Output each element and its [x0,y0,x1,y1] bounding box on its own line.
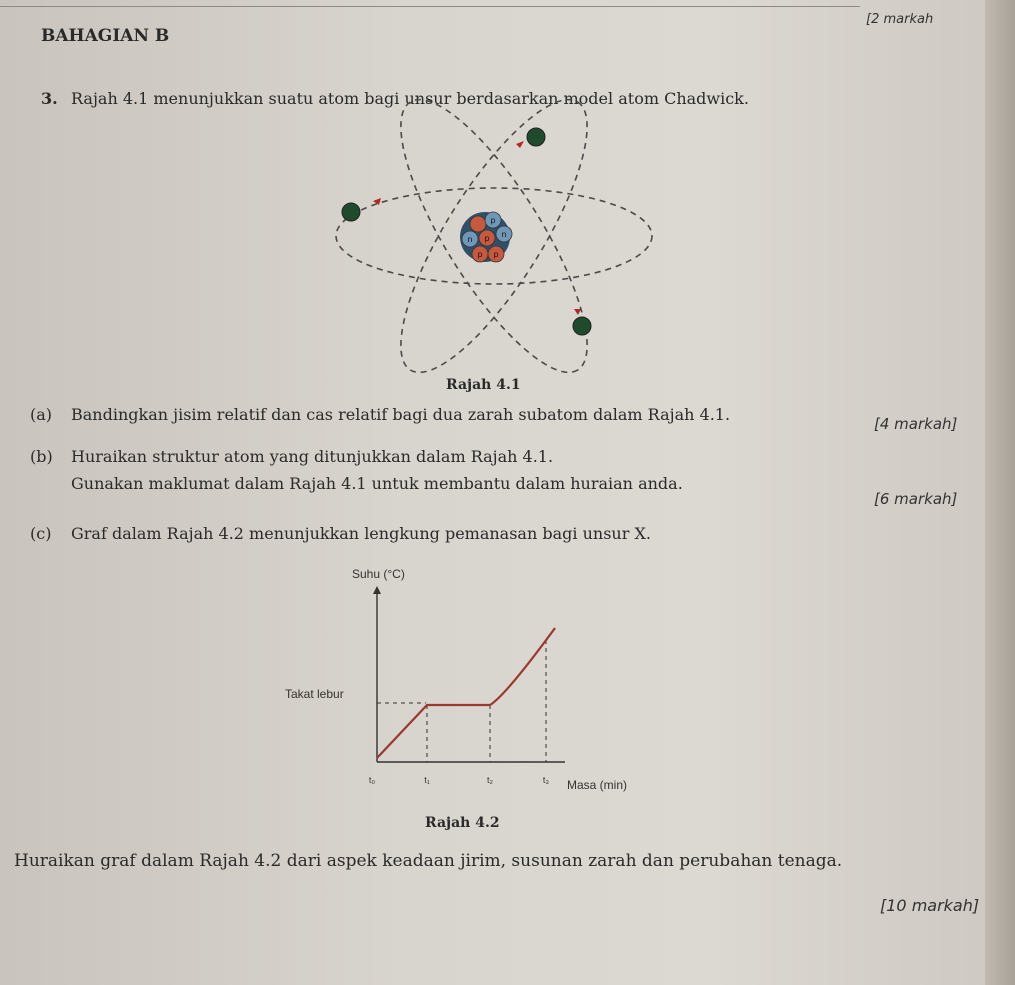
part-b-line1: Huraikan struktur atom yang ditunjukkan dalam Rajah 4.1. [71,447,554,466]
figure1-caption: Rajah 4.1 [446,377,521,393]
part-a-label: (a) [30,405,53,424]
y-axis-arrow [373,586,381,594]
nucleon-label: n [467,235,473,244]
nucleon-label: p [490,216,496,225]
nucleon-label: n [501,230,507,239]
part-b-line2: Gunakan maklumat dalam Rajah 4.1 untuk membantu dalam huraian anda. [71,474,683,493]
nucleon-label: p [484,234,490,243]
part-a-text: Bandingkan jisim relatif dan cas relatif bagi dua zarah subatom dalam Rajah 4.1. [71,405,731,424]
figure2-caption: Rajah 4.2 [425,815,500,831]
x-tick-label: t₀ [368,775,376,785]
final-question: Huraikan graf dalam Rajah 4.2 dari aspek keadaan jirim, susunan zarah dan perubahan tenaga. [14,851,843,871]
nucleon-label: p [493,250,499,259]
y-axis-label: Suhu (°C) [352,567,405,581]
final-marks: [10 markah] [880,896,980,915]
nucleon-label: p [477,250,483,259]
y-tick-label: Takat lebur [285,687,344,701]
question-intro: Rajah 4.1 menunjukkan suatu atom bagi unsur berdasarkan model atom Chadwick. [71,89,749,108]
x-axis-label: Masa (min) [567,778,628,792]
x-tick-label: t₁ [424,775,430,785]
part-c-label: (c) [30,524,52,543]
part-a-marks: [4 markah] [874,415,958,433]
heating-curve-line [377,628,555,758]
part-b-marks: [6 markah] [874,490,958,508]
part-c-text: Graf dalam Rajah 4.2 menunjukkan lengkung pemanasan bagi unsur X. [71,524,651,543]
part-b-label: (b) [30,447,53,466]
x-tick-label: t₃ [542,775,550,785]
section-title: BAHAGIAN B [41,26,170,46]
question-number: 3. [41,89,58,108]
x-tick-label: t₂ [487,775,493,785]
marks-top: [2 markah [866,12,934,27]
